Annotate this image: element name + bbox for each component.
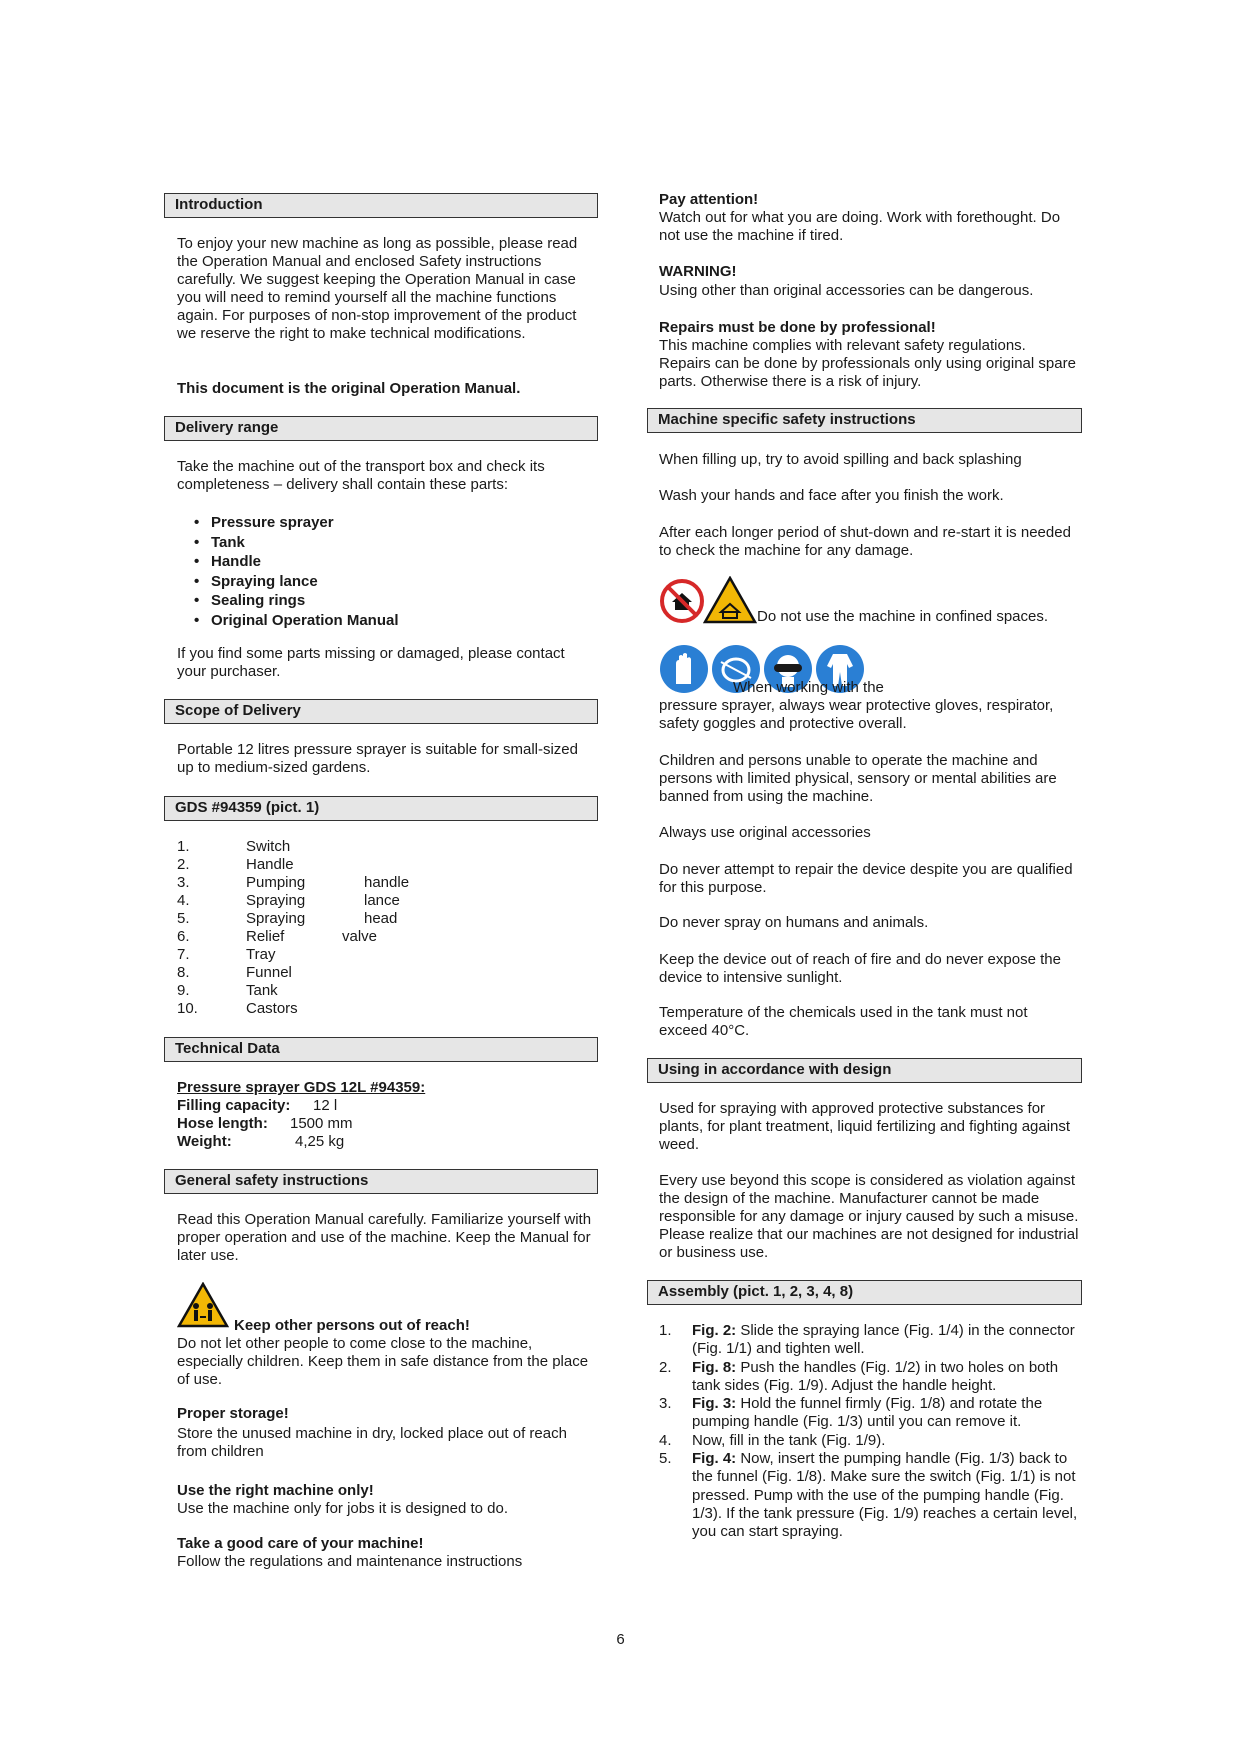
part-name-suffix: handle (364, 874, 410, 891)
part-name: Relief (246, 928, 285, 945)
storage-title: Proper storage! (177, 1405, 289, 1422)
gloves-icon (659, 644, 709, 694)
assembly-heading: Assembly (pict. 1, 2, 3, 4, 8) (647, 1280, 1082, 1305)
general-safety-body: Read this Operation Manual carefully. Familiarize yourself with proper operation and use of the machine. Keep the Manual for later use. (177, 1211, 592, 1264)
repairs-title: Repairs must be done by professional! (659, 319, 936, 336)
part-name-suffix: head (364, 910, 398, 927)
step-number: 4. (659, 1431, 672, 1449)
part-name: Spraying (246, 892, 306, 909)
step-text: Slide the spraying lance (Fig. 1/4) in the connector (Fig. 1/1) and tighten well. (692, 1322, 1075, 1358)
part-number: 3. (177, 874, 190, 891)
step-number: 2. (659, 1358, 672, 1376)
tech-label: Filling capacity: (177, 1097, 291, 1114)
part-name-suffix: lance (364, 892, 400, 909)
machine-safety-p9: Temperature of the chemicals used in the tank must not exceed 40°C. (659, 1004, 1028, 1039)
step-number: 3. (659, 1395, 672, 1413)
machine-safety-p1: When filling up, try to avoid spilling and back splashing (659, 451, 1022, 468)
usage-p2: Every use beyond this scope is considered as violation against the design of the machine. Manufacturer cannot be made responsible for any damage or injury caused by such a misuse. Please realize that our machines are not designed for industrial or business use. (659, 1172, 1079, 1261)
assembly-step (659, 1322, 1079, 1359)
step-fig: Fig. 4: (692, 1450, 737, 1468)
machine-safety-p8: Keep the device out of reach of fire and do never expose the device to intensive sunlight. (659, 951, 1061, 986)
step-number: 1. (659, 1322, 672, 1339)
machine-safety-p5: Always use original accessories (659, 824, 871, 841)
step-text: Hold the funnel firmly (Fig. 1/8) and rotate the pumping handle (Fig. 1/3) until you can remove it. (692, 1395, 1043, 1431)
tech-value: 1500 mm (290, 1115, 353, 1132)
delivery-item: • Pressure sprayer (211, 513, 399, 533)
part-name: Tank (246, 982, 278, 999)
part-number: 10. (177, 1000, 198, 1017)
part-number: 7. (177, 946, 190, 963)
step-number: 5. (659, 1450, 672, 1468)
introduction-body: To enjoy your new machine as long as possible, please read the Operation Manual and enclosed Safety instructions carefully. We suggest keeping the Operation Manual in case you will need to remind yourself all the machine functions again. For purposes of non-stop improvement of the product we reserve the right to make technical modifications. (177, 235, 578, 342)
delivery-range-heading: Delivery range (164, 416, 598, 441)
right-machine-title: Use the right machine only! (177, 1482, 374, 1499)
step-fig: Fig. 8: (692, 1358, 737, 1376)
part-name: Switch (246, 838, 291, 855)
keep-persons-body: Do not let other people to come close to the machine, especially children. Keep them in safe distance from the place of use. (177, 1335, 589, 1388)
delivery-item: • Sealing rings (211, 591, 399, 611)
delivery-item: • Original Operation Manual (211, 611, 399, 631)
keep-persons-title: Keep other persons out of reach! (234, 1317, 470, 1334)
parts-heading: GDS #94359 (pict. 1) (164, 796, 598, 821)
general-safety-heading: General safety instructions (164, 1169, 598, 1194)
original-manual-note: This document is the original Operation Manual. (177, 380, 521, 397)
scope-heading: Scope of Delivery (164, 699, 598, 724)
machine-safety-p7: Do never spray on humans and animals. (659, 914, 929, 931)
part-number: 1. (177, 838, 190, 855)
machine-safety-p4: Children and persons unable to operate the machine and persons with limited physical, sensory or mental abilities are banned from using the machine. (659, 752, 1057, 805)
repairs-body: This machine complies with relevant safety regulations. Repairs can be done by professionals only using original spare parts. Otherwise there is a risk of injury. (659, 337, 1076, 390)
care-title: Take a good care of your machine! (177, 1535, 424, 1552)
missing-parts-note: If you find some parts missing or damaged, please contact your purchaser. (177, 645, 565, 680)
assembly-step (659, 1450, 1079, 1541)
confined-space-text: Do not use the machine in confined spaces. (757, 608, 1049, 625)
step-text: Now, insert the pumping handle (Fig. 1/3) back to the funnel (Fig. 1/8). Make sure the switch (Fig. 1/1) is not pressed. Pump with the use of the pumping handle (Fig. 1/3). If the tank pressure (Fig. 1/9) reaches a certain level, you can start spraying. (692, 1450, 1078, 1541)
machine-safety-p6: Do never attempt to repair the device despite you are qualified for this purpose. (659, 861, 1073, 896)
tech-value: 12 l (313, 1097, 338, 1114)
part-name: Handle (246, 856, 294, 873)
warning-persons-icon (177, 1282, 229, 1328)
usage-p1: Used for spraying with approved protective substances for plants, for plant treatment, liquid fertilizing and fighting against weed. (659, 1100, 1071, 1153)
part-number: 9. (177, 982, 190, 999)
warning-fumes-icon (703, 576, 757, 624)
part-number: 6. (177, 928, 190, 945)
part-name: Tray (246, 946, 276, 963)
part-number: 4. (177, 892, 190, 909)
tech-label: Hose length: (177, 1115, 268, 1132)
step-fig: Fig. 2: (692, 1322, 737, 1339)
ppe-rest-text: pressure sprayer, always wear protective gloves, respirator, safety goggles and protective overall. (659, 697, 1054, 732)
part-name: Castors (246, 1000, 298, 1017)
pay-attention-title: Pay attention! (659, 191, 759, 208)
part-name: Pumping (246, 874, 306, 891)
no-confined-space-icon (659, 578, 705, 624)
part-number: 5. (177, 910, 190, 927)
part-number: 8. (177, 964, 190, 981)
delivery-item: • Handle (211, 552, 399, 572)
assembly-steps (659, 1322, 1079, 1542)
warning-body: Using other than original accessories can be dangerous. (659, 282, 1034, 299)
delivery-items-list (211, 513, 399, 631)
assembly-step (659, 1432, 1079, 1450)
delivery-item: • Tank (211, 533, 399, 553)
assembly-step (659, 1359, 1079, 1396)
machine-safety-p2: Wash your hands and face after you finish the work. (659, 487, 1004, 504)
tech-value: 4,25 kg (295, 1133, 345, 1150)
care-body: Follow the regulations and maintenance instructions (177, 1553, 523, 1570)
delivery-item: • Spraying lance (211, 572, 399, 592)
usage-heading: Using in accordance with design (647, 1058, 1082, 1083)
technical-heading: Technical Data (164, 1037, 598, 1062)
delivery-range-intro: Take the machine out of the transport box and check its completeness – delivery shall contain these parts: (177, 458, 545, 493)
pay-attention-body: Watch out for what you are doing. Work with forethought. Do not use the machine if tired. (659, 209, 1061, 244)
part-name: Funnel (246, 964, 292, 981)
step-text: Push the handles (Fig. 1/2) in two holes on both tank sides (Fig. 1/9). Adjust the handle height. (692, 1358, 1059, 1394)
warning-title: WARNING! (659, 263, 737, 280)
scope-body: Portable 12 litres pressure sprayer is suitable for small-sized up to medium-sized gardens. (177, 741, 578, 776)
assembly-step (659, 1395, 1079, 1432)
part-number: 2. (177, 856, 190, 873)
part-name-suffix: valve (342, 928, 378, 945)
storage-body: Store the unused machine in dry, locked place out of reach from children (177, 1425, 567, 1460)
introduction-heading: Introduction (164, 193, 598, 218)
machine-safety-p3: After each longer period of shut-down and re-start it is needed to check the machine for any damage. (659, 524, 1071, 559)
technical-title: Pressure sprayer GDS 12L #94359: (177, 1079, 426, 1096)
tech-label: Weight: (177, 1133, 232, 1150)
machine-safety-heading: Machine specific safety instructions (647, 408, 1082, 433)
step-text: Now, fill in the tank (Fig. 1/9). (692, 1431, 886, 1449)
part-name: Spraying (246, 910, 306, 927)
step-fig: Fig. 3: (692, 1395, 737, 1413)
right-machine-body: Use the machine only for jobs it is designed to do. (177, 1500, 509, 1517)
ppe-lead-text: When working with the (733, 679, 884, 696)
page-number: 6 (616, 1631, 625, 1648)
